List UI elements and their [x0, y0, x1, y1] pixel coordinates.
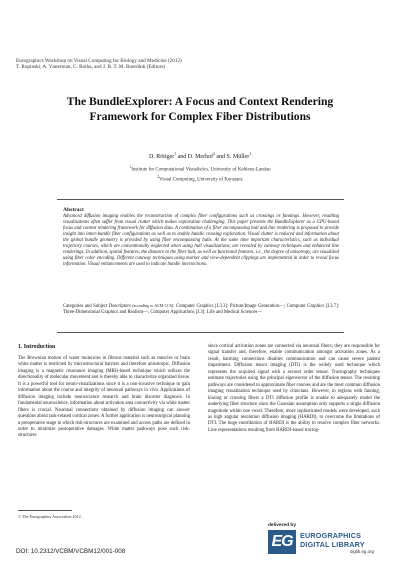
- categories-lead: Categories and Subject Descriptors: [63, 304, 133, 309]
- abstract-body: Advanced diffusion imaging enables the reconstruction of complex fiber configurations such as crossings or fannings. However, resulting visualizations often suffer from visual clutter which makes exploration challenging. This paper presents the BundleExplorer as a GPU-based focus and context rendering framework for diffusion data. A combination of a fiber encompassing hull and line rendering is proposed to provide insight into inner-bundle fiber configurations as well as to enable bundle crossing exploration. Visual clutter is reduced and information about the global bundle geometry is provided by using fiber encompassing hulls. At the same time important characteristics, such as individual trajectory courses, which are conventionally neglected when using hull visualizations, are revealed by cutaway techniques and enhanced line renderings. In addition, spatial features, the distance to the fiber hull, as well as functional features, i.e., the degree of anisotropy, are visualized using fiber color encoding. Different cutaway techniques using marker and view-dependent clippings are implemented in order to reveal focus information. Visual enhancements are used to indicate bundle intersections.: [63, 214, 339, 268]
- author-1: D. Röttger: [148, 154, 175, 160]
- doi-text: DOI: 10.2312/VCBM/VCBM12/001-008: [16, 548, 126, 555]
- author-2: and D. Merhof: [176, 154, 214, 160]
- venue-line-2: T. Ropinski, A. Ynnerman, C. Botha, and J. B. T. M. Roerdink (Editors): [16, 64, 166, 71]
- section-heading-introduction: 1. Introduction: [18, 344, 56, 350]
- eg-library-name-2: DIGITAL LIBRARY: [300, 540, 365, 549]
- paper-title: [30, 94, 370, 124]
- affiliation-1-text: Institute for Computational Visualistics, University of Koblenz-Landau: [131, 167, 271, 173]
- abstract-top-rule: [57, 199, 344, 200]
- author-list: [0, 152, 400, 160]
- title-line-1: The BundleExplorer: A Focus and Context Rendering: [66, 95, 334, 108]
- affiliation-2-sup: 2: [157, 174, 159, 179]
- body-column-left: [18, 356, 190, 440]
- affiliation-2-text: Visual Computing, University of Konstanz: [159, 177, 243, 183]
- author-3: and S. Müller: [214, 154, 250, 160]
- abstract-bottom-rule: [57, 332, 344, 333]
- abstract-heading: Abstract: [63, 207, 84, 213]
- venue-line-1: Eurographics Workshop on Visual Computing for Biology and Medicine (2012): [16, 58, 182, 64]
- categories-text: : Computer Graphics [I.3.3]: Picture/Image Generation—; Computer Graphics [I.3.7]: Three-Dimensional Graphics and Realism—; Computer Applications [J.3]: Life and Medical Sciences—: [63, 304, 339, 316]
- author-3-sup: 1: [249, 152, 252, 156]
- affiliations: [0, 164, 400, 184]
- author-1-sup: 1: [174, 152, 177, 156]
- footnote-rule: [18, 510, 72, 511]
- intro-paragraph-right: since cortical activation zones are connected via neuronal fibers; they are responsible for signal transfer and, therefore, enable communication amongst activation zones. As a result, harming connections disables communication and can cause severe patient impairment. Diffusion tensor imaging (DTI) is the widely used technique which represents the acquired signal with a second order tensor. Tractography techniques estimate trajectories using the principal eigenvector of the diffusion tensor. The resulting pathways are considered to approximate fiber courses and are the most common diffusion imaging visualization technique used by clinicians. However, in regions with fanning, kissing or crossing fibers a DTI diffusion profile is unable to adequately model the underlying fiber structure since the Gaussian assumption only supports a single diffusion magnitude within one voxel. Therefore, more sophisticated models were developed, such as high angular resolution diffusion imaging (HARDI), to overcome the limitations of DTI. The huge contribution of HARDI is the ability to resolve complex fiber networks. Line representations resulting from HARDI-based tractog-: [208, 344, 380, 433]
- author-2-sup: 2: [213, 152, 215, 156]
- eg-delivered-by: delivered by: [268, 523, 296, 528]
- categories: [63, 303, 339, 316]
- copyright-notice: © The Eurographics Association 2012.: [18, 514, 82, 519]
- eg-logo-icon: EG: [268, 530, 296, 554]
- eg-library-url[interactable]: diglib.eg.org: [350, 549, 374, 554]
- title-line-2: Framework for Complex Fiber Distributions: [89, 110, 311, 123]
- affiliation-1-sup: 1: [129, 165, 132, 169]
- affiliation-2: [0, 174, 400, 184]
- categories-lead-small: (according to ACM CCS): [132, 304, 174, 308]
- eg-library-name-1: EUROGRAPHICS: [300, 531, 362, 540]
- intro-paragraph-left: The Brownian motion of water molecules in fibrous material such as muscles or brain white matter is restricted by microstructural barriers and therefore anisotropic. Diffusion imaging is a magnetic resonance imaging (MRI)-based technique which utilizes the directionality of molecular movement and is thereby able to characterize organized tissue. It is a powerful tool for neuro-visualizations since it is a non-invasive technique to gain information about the course and integrity of neuronal pathways in vivo. Applications of diffusion imaging include neuroscience research and brain disorder diagnosis. In fundamental neuroscience, information about activation area connectivity via white matter fibers is crucial. Neuronal connections obtained by diffusion imaging can answer questions about task-related cortical zones. A further application is neurosurgical planning a preoperative stage in which risk-structures are examined and access paths are defined in order to minimize postoperative damages. White matter pathways pose such risk-structures: [18, 356, 190, 439]
- affiliation-1: [0, 164, 400, 174]
- venue-info: [16, 58, 182, 71]
- body-column-right: [208, 344, 380, 434]
